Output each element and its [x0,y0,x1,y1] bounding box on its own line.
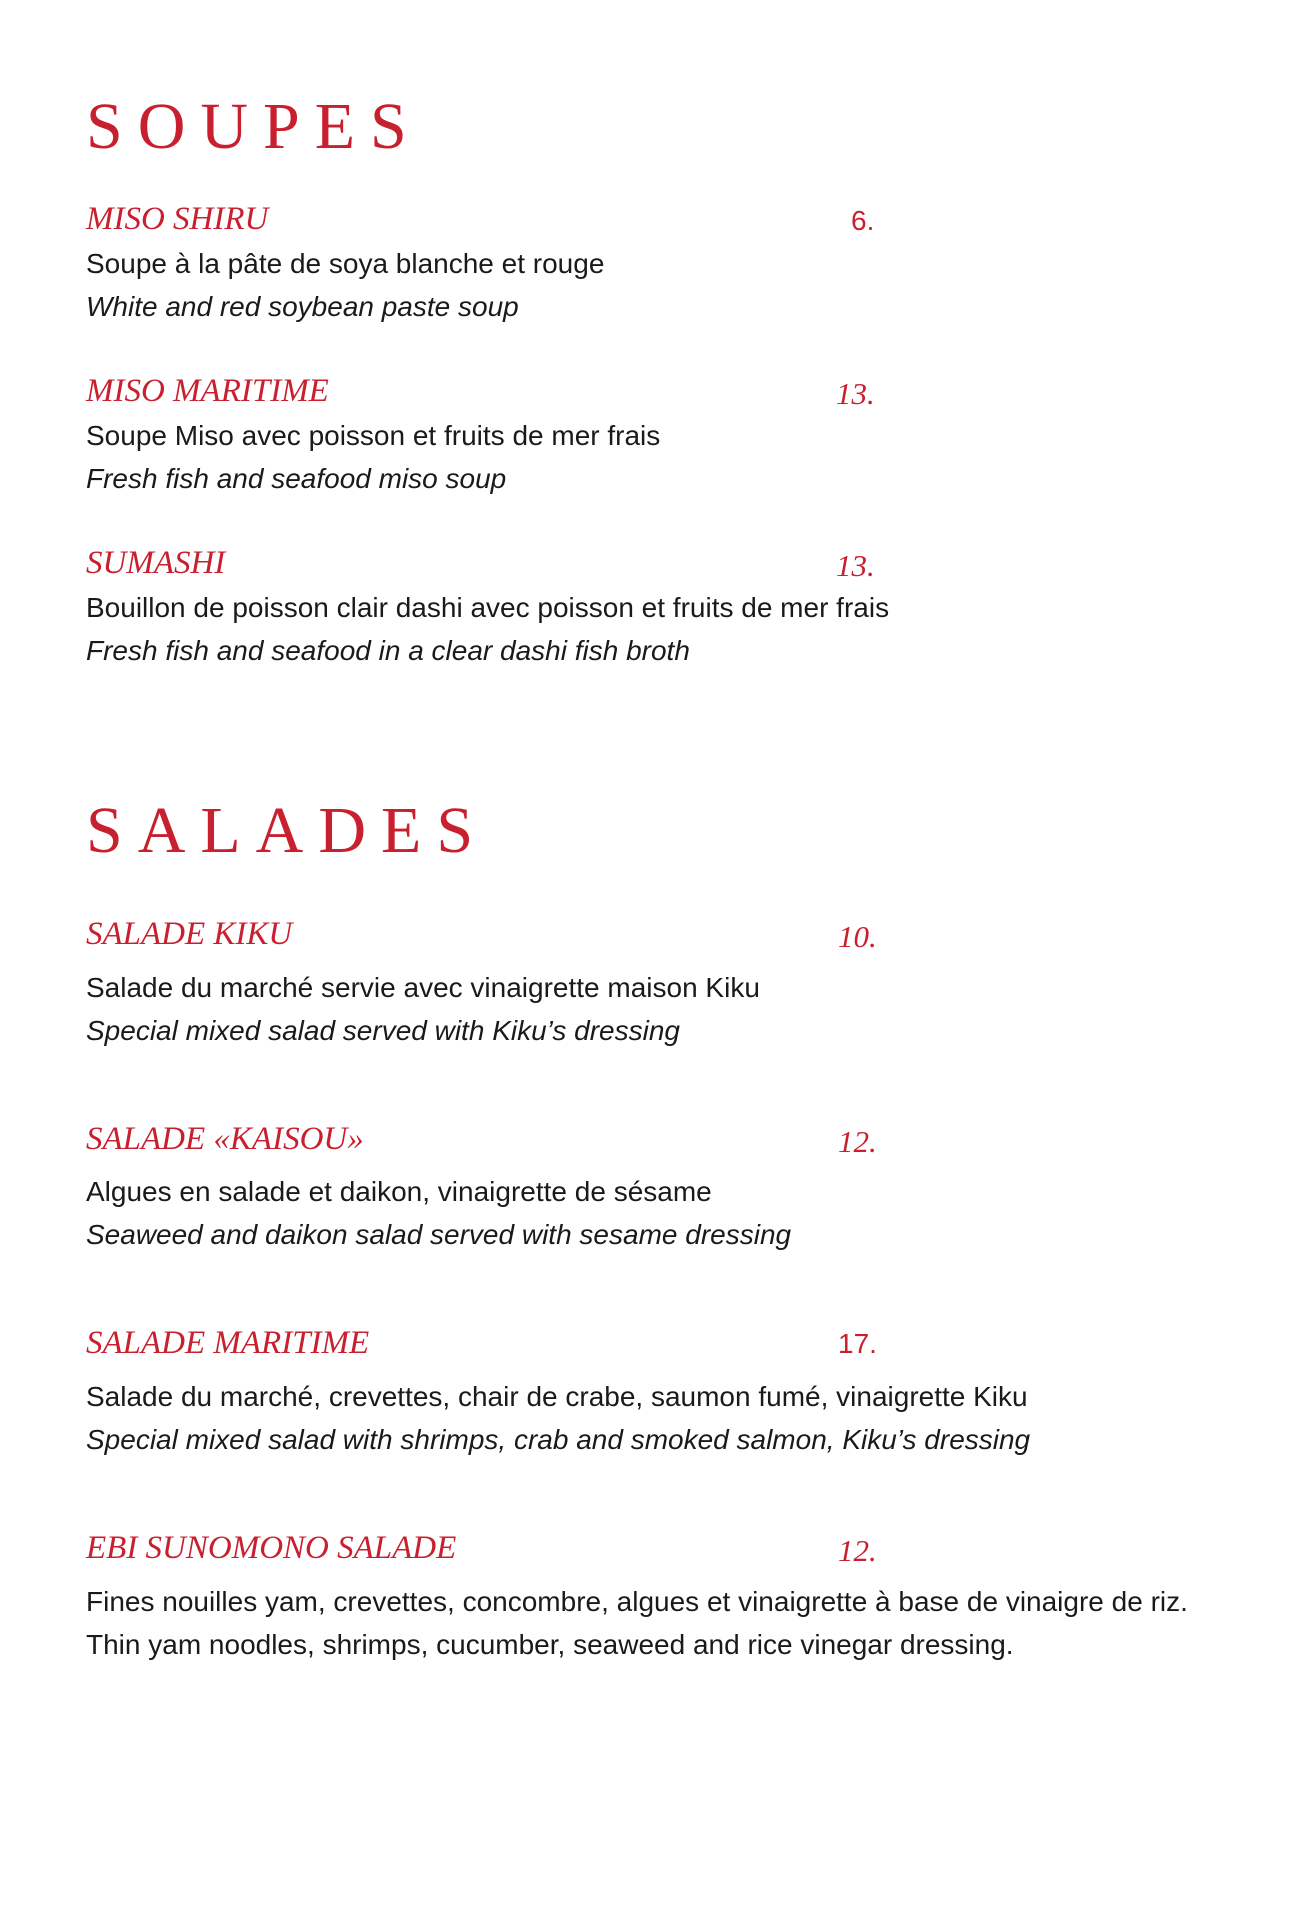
item-description-fr: Soupe Miso avec poisson et fruits de mer frais [86,420,661,451]
item-description-en: Fresh fish and seafood in a clear dashi fish broth [86,635,690,666]
item-name: SALADE MARITIME [86,1325,370,1361]
item-name: SALADE «KAISOU» [86,1121,364,1157]
item-price: 13. [836,376,875,411]
item-description-fr: Soupe à la pâte de soya blanche et rouge [86,248,605,279]
item-price: 6. [851,205,875,236]
item-description-fr: Fines nouilles yam, crevettes, concombre, algues et vinaigrette à base de vinaigre de riz. [86,1586,1188,1617]
item-description-fr: Salade du marché, crevettes, chair de crabe, saumon fumé, vinaigrette Kiku [86,1381,1028,1412]
item-description-en: Special mixed salad served with Kiku’s dressing [86,1015,680,1046]
item-description-en: Fresh fish and seafood miso soup [86,463,507,494]
item-price: 13. [836,548,875,583]
item-description-fr: Algues en salade et daikon, vinaigrette de sésame [86,1176,712,1207]
section-title-salades: SALADES [86,794,489,867]
item-price: 17. [838,1328,877,1359]
item-name: MISO MARITIME [86,373,329,409]
item-description-en: Seaweed and daikon salad served with sesame dressing [86,1219,792,1250]
item-description-fr: Salade du marché servie avec vinaigrette maison Kiku [86,972,760,1003]
item-description-en: White and red soybean paste soup [86,291,519,322]
item-name: MISO SHIRU [86,201,269,237]
item-name: SALADE KIKU [86,916,293,952]
section-title-soupes: SOUPES [86,90,422,163]
item-description-fr: Bouillon de poisson clair dashi avec poisson et fruits de mer frais [86,592,890,623]
item-price: 10. [838,919,877,954]
item-price: 12. [838,1533,877,1568]
item-price: 12. [838,1124,877,1159]
item-description-en: Special mixed salad with shrimps, crab and smoked salmon, Kiku’s dressing [86,1424,1031,1455]
item-name: SUMASHI [86,545,226,581]
item-description-en: Thin yam noodles, shrimps, cucumber, seaweed and rice vinegar dressing. [86,1629,1014,1660]
item-name: EBI SUNOMONO SALADE [86,1530,457,1566]
